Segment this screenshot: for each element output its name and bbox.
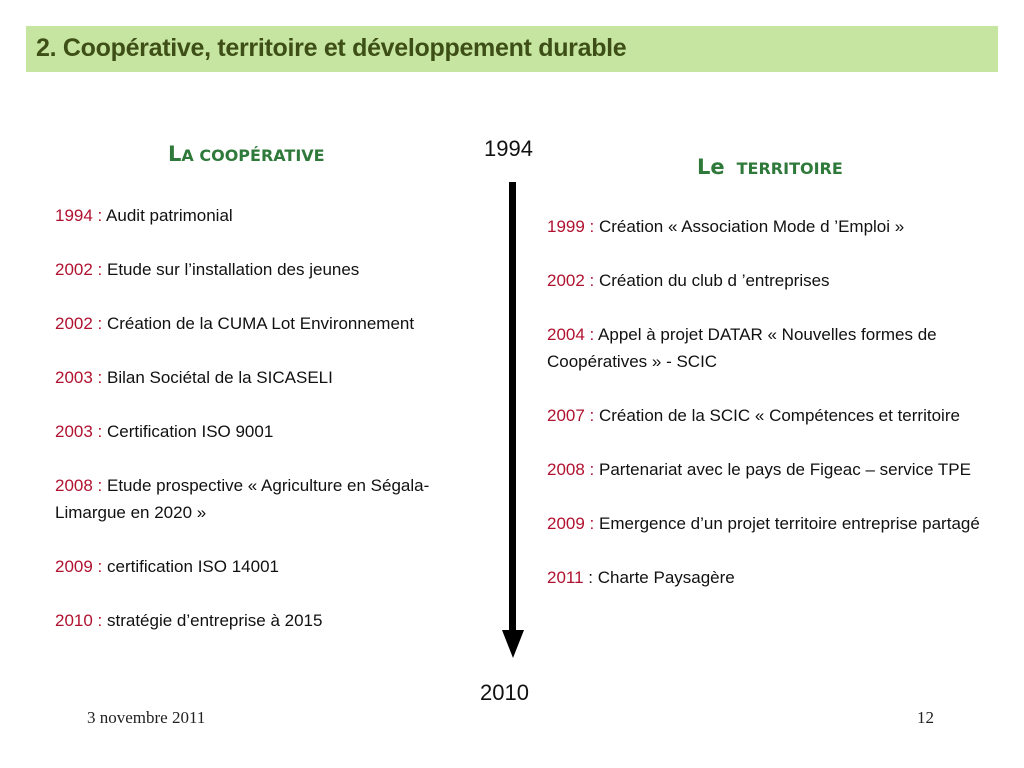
entry-text: Appel à projet DATAR « Nouvelles formes de Coopératives » - SCIC [547,325,937,371]
entry-year: 2007 : [547,406,595,425]
right-entry [547,321,997,375]
entry-text: stratégie d’entreprise à 2015 [102,611,323,630]
entry-year: 2002 : [55,314,103,333]
entry-year: 1999 : [547,217,595,236]
entry-text: Bilan Sociétal de la SICASELI [102,368,333,387]
left-title-initial: L [168,142,182,166]
entry-text: certification ISO 14001 [102,557,279,576]
entry-text: Création de la CUMA Lot Environnement [102,314,415,333]
left-entry [55,364,455,391]
left-entry [55,310,455,337]
entry-year: 1994 : [55,206,103,225]
right-entry [547,564,997,591]
entry-text: Création de la SCIC « Compétences et territoire [594,406,960,425]
page-number: 12 [917,708,934,727]
left-entry [55,472,455,526]
entry-text: Création du club d ’entreprises [594,271,830,290]
entry-text: Partenariat avec le pays de Figeac – service TPE [594,460,971,479]
entry-year: 2008 : [55,476,103,495]
entry-year: 2011 [547,568,584,587]
timeline-arrow [498,180,528,662]
left-entry [55,553,455,580]
right-title-initial: Le [697,155,725,179]
entry-text: Certification ISO 9001 [102,422,274,441]
right-title-rest: TERRITOIRE [736,159,843,178]
left-title-rest: A COOPÉRATIVE [181,146,325,165]
entry-year: 2009 : [55,557,103,576]
right-entry [547,267,997,294]
right-entry [547,213,997,240]
left-entry [55,256,455,283]
left-column-title [168,142,325,166]
right-entry [547,402,997,429]
entry-year: 2010 : [55,611,103,630]
left-entry [55,202,455,229]
right-entry-list [547,213,997,618]
entry-text: Etude sur l’installation des jeunes [102,260,360,279]
entry-text: Emergence d’un projet territoire entreprise partagé [594,514,980,533]
entry-year: 2003 : [55,422,103,441]
right-column-title [697,155,843,179]
timeline-arrowhead [502,630,524,658]
footer-date: 3 novembre 2011 [87,708,206,727]
left-entry-list [55,202,455,661]
entry-year: 2008 : [547,460,595,479]
timeline-start-year: 1994 [484,136,533,161]
entry-text: Etude prospective « Agriculture en Ségala-Limargue en 2020 » [55,476,430,522]
right-entry [547,510,997,537]
right-entry [547,456,997,483]
entry-text: Création « Association Mode d ’Emploi » [594,217,905,236]
slide-title: 2. Coopérative, territoire et développement durable [36,34,627,62]
entry-year: 2004 : [547,325,595,344]
entry-year: 2003 : [55,368,103,387]
left-entry [55,418,455,445]
entry-text: Audit patrimonial [102,206,233,225]
timeline-shaft [509,182,516,630]
entry-text: : Charte Paysagère [583,568,735,587]
entry-year: 2009 : [547,514,595,533]
timeline-end-year: 2010 [480,680,529,705]
entry-year: 2002 : [547,271,595,290]
entry-year: 2002 : [55,260,103,279]
left-entry [55,607,455,634]
title-bar [26,26,998,72]
